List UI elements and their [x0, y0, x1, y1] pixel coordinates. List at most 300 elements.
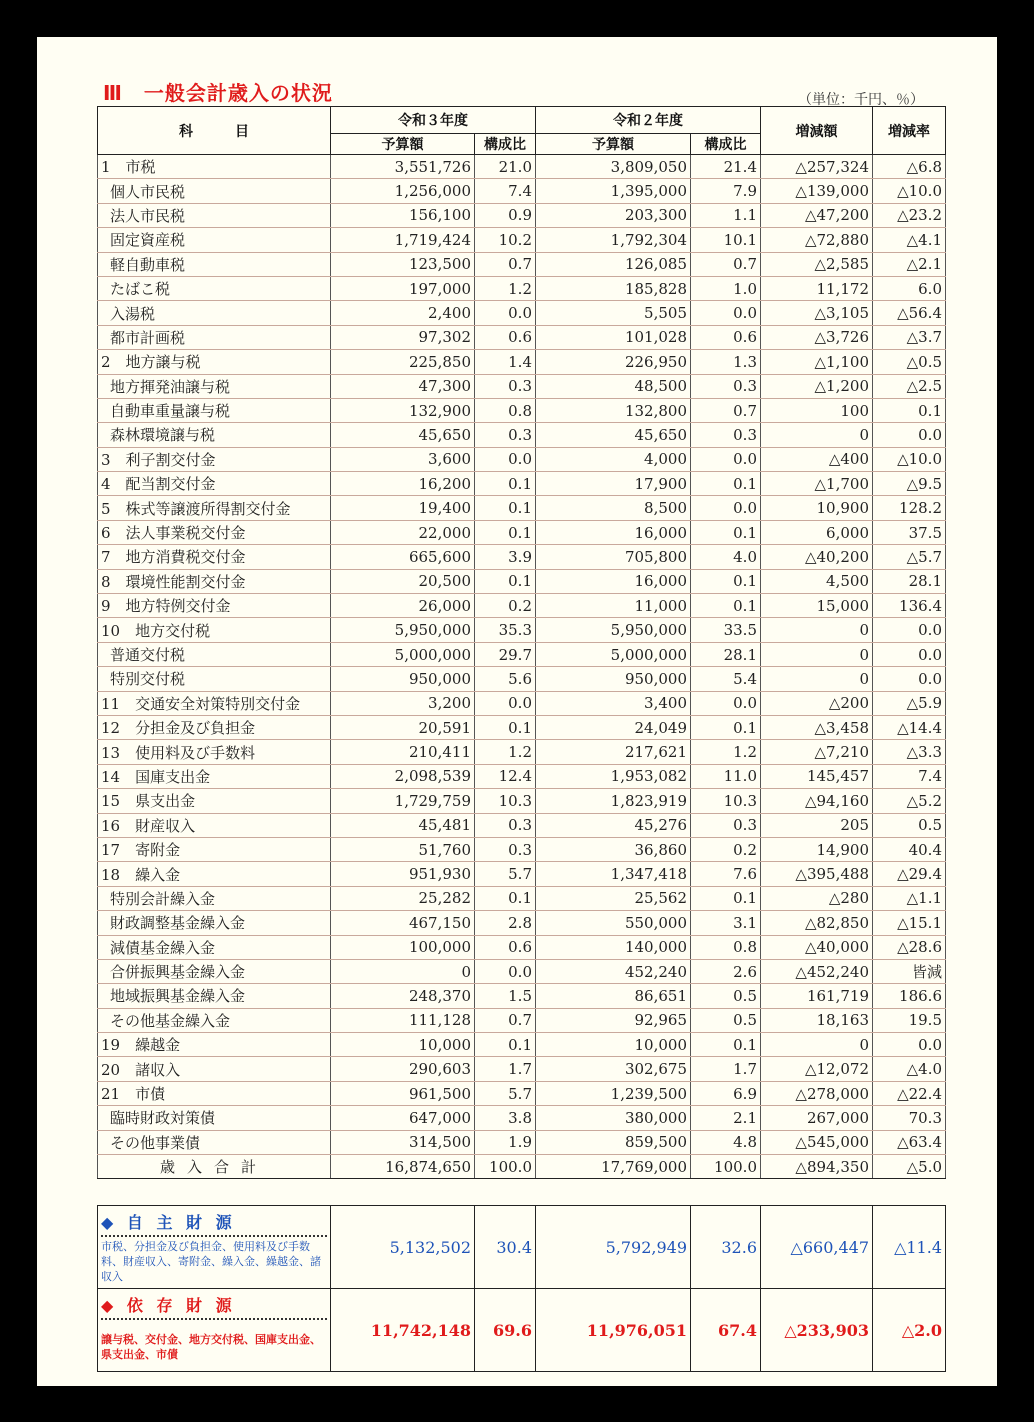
- cell-r2: 1,395,000: [536, 179, 691, 203]
- cell-r3: 225,850: [331, 350, 475, 374]
- cell-rate: 128.2: [873, 496, 946, 520]
- cell-r2-ratio: 0.6: [691, 325, 761, 349]
- cell-r3-ratio: 3.9: [475, 545, 536, 569]
- table-row: [98, 1106, 946, 1130]
- cell-r2-ratio: 0.7: [691, 398, 761, 422]
- cell-item: 1 市税: [98, 155, 331, 179]
- cell-rate: △9.5: [873, 472, 946, 496]
- cell-item: たばこ税: [98, 276, 331, 300]
- cell-item: 軽自動車税: [98, 252, 331, 276]
- cell-item: 3 利子割交付金: [98, 447, 331, 471]
- cell-r3: 26,000: [331, 594, 475, 618]
- table-row: [98, 642, 946, 666]
- cell-item: 15 県支出金: [98, 789, 331, 813]
- cell-diff: △452,240: [761, 959, 873, 983]
- cell-diff: △395,488: [761, 862, 873, 886]
- cell-r3: 314,500: [331, 1130, 475, 1154]
- cell-r2: 217,621: [536, 740, 691, 764]
- revenue-source-table: [97, 1205, 946, 1372]
- cell-item: 18 繰入金: [98, 862, 331, 886]
- cell-r2: 705,800: [536, 545, 691, 569]
- total-r2: 17,769,000: [536, 1155, 691, 1179]
- cell-item: 地方揮発油譲与税: [98, 374, 331, 398]
- cell-rate: △23.2: [873, 203, 946, 227]
- cell-diff: 0: [761, 1033, 873, 1057]
- table-row: [98, 862, 946, 886]
- cell-r2: 101,028: [536, 325, 691, 349]
- cell-item: 20 諸収入: [98, 1057, 331, 1081]
- table-row: [98, 398, 946, 422]
- revenue-table: [97, 106, 946, 1179]
- cell-diff: 267,000: [761, 1106, 873, 1130]
- table-row: [98, 155, 946, 179]
- cell-r2: 5,505: [536, 301, 691, 325]
- cell-item: 21 市債: [98, 1081, 331, 1105]
- cell-r2: 36,860: [536, 837, 691, 861]
- cell-diff: △1,700: [761, 472, 873, 496]
- cell-r3: 5,000,000: [331, 642, 475, 666]
- table-row: [98, 984, 946, 1008]
- cell-item: 財政調整基金繰入金: [98, 911, 331, 935]
- cell-r3: 1,729,759: [331, 789, 475, 813]
- cell-r3-ratio: 0.6: [475, 325, 536, 349]
- table-row: [98, 228, 946, 252]
- cell-item: 個人市民税: [98, 179, 331, 203]
- own-r3-ratio: 30.4: [475, 1206, 536, 1289]
- cell-r3: 2,098,539: [331, 764, 475, 788]
- table-row: [98, 179, 946, 203]
- cell-r3-ratio: 0.1: [475, 496, 536, 520]
- table-row: [98, 252, 946, 276]
- dependent-r2: 11,976,051: [536, 1289, 691, 1372]
- cell-r3: 20,500: [331, 569, 475, 593]
- cell-item: 入湯税: [98, 301, 331, 325]
- cell-rate: △3.7: [873, 325, 946, 349]
- cell-item: 森林環境譲与税: [98, 423, 331, 447]
- cell-r2-ratio: 0.0: [691, 301, 761, 325]
- cell-item: 10 地方交付税: [98, 618, 331, 642]
- cell-rate: 19.5: [873, 1008, 946, 1032]
- dependent-source-row: [98, 1289, 946, 1372]
- cell-r2-ratio: 0.0: [691, 447, 761, 471]
- cell-r3: 248,370: [331, 984, 475, 1008]
- cell-rate: 0.0: [873, 1033, 946, 1057]
- cell-diff: △278,000: [761, 1081, 873, 1105]
- dependent-r3-ratio: 69.6: [475, 1289, 536, 1372]
- cell-r3-ratio: 0.1: [475, 886, 536, 910]
- table-row: [98, 740, 946, 764]
- cell-r3-ratio: 1.2: [475, 740, 536, 764]
- dependent-rate: △2.0: [873, 1289, 946, 1372]
- cell-diff: △12,072: [761, 1057, 873, 1081]
- cell-r2: 5,950,000: [536, 618, 691, 642]
- cell-item: 6 法人事業税交付金: [98, 520, 331, 544]
- cell-r2-ratio: 0.3: [691, 423, 761, 447]
- cell-r2-ratio: 0.1: [691, 569, 761, 593]
- cell-r3: 97,302: [331, 325, 475, 349]
- cell-diff: △200: [761, 691, 873, 715]
- cell-r2-ratio: 0.3: [691, 813, 761, 837]
- cell-diff: 0: [761, 642, 873, 666]
- own-r2-ratio: 32.6: [691, 1206, 761, 1289]
- cell-diff: △139,000: [761, 179, 873, 203]
- cell-r2-ratio: 0.5: [691, 984, 761, 1008]
- cell-r3: 0: [331, 959, 475, 983]
- cell-item: 19 繰越金: [98, 1033, 331, 1057]
- cell-r3: 45,650: [331, 423, 475, 447]
- cell-r3-ratio: 0.0: [475, 691, 536, 715]
- cell-diff: 0: [761, 423, 873, 447]
- table-row: [98, 618, 946, 642]
- total-row: [98, 1155, 946, 1179]
- cell-r2-ratio: 0.8: [691, 935, 761, 959]
- cell-r3-ratio: 0.8: [475, 398, 536, 422]
- cell-r2: 1,953,082: [536, 764, 691, 788]
- cell-diff: 145,457: [761, 764, 873, 788]
- cell-diff: 6,000: [761, 520, 873, 544]
- cell-diff: 100: [761, 398, 873, 422]
- cell-diff: 205: [761, 813, 873, 837]
- cell-item: 特別会計繰入金: [98, 886, 331, 910]
- cell-r2-ratio: 1.1: [691, 203, 761, 227]
- cell-r3: 1,719,424: [331, 228, 475, 252]
- cell-rate: △56.4: [873, 301, 946, 325]
- header-r3-budget: 予算額: [331, 134, 475, 155]
- cell-rate: 70.3: [873, 1106, 946, 1130]
- cell-r3-ratio: 1.9: [475, 1130, 536, 1154]
- own-source-row: [98, 1206, 946, 1289]
- cell-r2: 86,651: [536, 984, 691, 1008]
- cell-r2-ratio: 2.1: [691, 1106, 761, 1130]
- total-rate: △5.0: [873, 1155, 946, 1179]
- cell-r3: 3,600: [331, 447, 475, 471]
- cell-r2-ratio: 4.0: [691, 545, 761, 569]
- cell-diff: 10,900: [761, 496, 873, 520]
- cell-r2-ratio: 1.0: [691, 276, 761, 300]
- own-rate: △11.4: [873, 1206, 946, 1289]
- cell-diff: △1,200: [761, 374, 873, 398]
- cell-r2: 16,000: [536, 520, 691, 544]
- cell-rate: △2.1: [873, 252, 946, 276]
- cell-r2: 185,828: [536, 276, 691, 300]
- cell-r3: 51,760: [331, 837, 475, 861]
- header-item: 科 目: [98, 107, 331, 155]
- cell-r2: 11,000: [536, 594, 691, 618]
- cell-r3-ratio: 0.1: [475, 569, 536, 593]
- cell-r2: 950,000: [536, 667, 691, 691]
- cell-r2: 17,900: [536, 472, 691, 496]
- cell-r3-ratio: 10.3: [475, 789, 536, 813]
- cell-r2-ratio: 4.8: [691, 1130, 761, 1154]
- cell-r2-ratio: 0.5: [691, 1008, 761, 1032]
- cell-r2: 550,000: [536, 911, 691, 935]
- cell-r2-ratio: 1.7: [691, 1057, 761, 1081]
- cell-diff: △2,585: [761, 252, 873, 276]
- cell-r2: 45,650: [536, 423, 691, 447]
- table-row: [98, 447, 946, 471]
- cell-diff: △1,100: [761, 350, 873, 374]
- table-body: [98, 155, 946, 1155]
- cell-rate: △6.8: [873, 155, 946, 179]
- cell-r3-ratio: 5.6: [475, 667, 536, 691]
- cell-diff: 14,900: [761, 837, 873, 861]
- cell-r2-ratio: 0.1: [691, 886, 761, 910]
- table-row: [98, 496, 946, 520]
- cell-r3: 123,500: [331, 252, 475, 276]
- cell-diff: △94,160: [761, 789, 873, 813]
- cell-r2-ratio: 0.1: [691, 715, 761, 739]
- cell-rate: 0.1: [873, 398, 946, 422]
- cell-r3-ratio: 5.7: [475, 1081, 536, 1105]
- cell-r2: 203,300: [536, 203, 691, 227]
- cell-r3: 3,551,726: [331, 155, 475, 179]
- cell-rate: △28.6: [873, 935, 946, 959]
- cell-rate: 28.1: [873, 569, 946, 593]
- cell-rate: △29.4: [873, 862, 946, 886]
- cell-item: 14 国庫支出金: [98, 764, 331, 788]
- cell-r3: 156,100: [331, 203, 475, 227]
- table-row: [98, 1130, 946, 1154]
- cell-r2-ratio: 11.0: [691, 764, 761, 788]
- cell-rate: 0.0: [873, 618, 946, 642]
- cell-r2: 45,276: [536, 813, 691, 837]
- cell-rate: 40.4: [873, 837, 946, 861]
- cell-diff: △7,210: [761, 740, 873, 764]
- cell-r3-ratio: 0.0: [475, 447, 536, 471]
- cell-rate: 7.4: [873, 764, 946, 788]
- table-row: [98, 423, 946, 447]
- cell-r2-ratio: 1.2: [691, 740, 761, 764]
- table-row: [98, 837, 946, 861]
- table-row: [98, 350, 946, 374]
- cell-r3-ratio: 0.1: [475, 715, 536, 739]
- cell-r2: 10,000: [536, 1033, 691, 1057]
- cell-r3-ratio: 0.3: [475, 837, 536, 861]
- table-row: [98, 1008, 946, 1032]
- cell-rate: △22.4: [873, 1081, 946, 1105]
- table-row: [98, 667, 946, 691]
- cell-r3-ratio: 29.7: [475, 642, 536, 666]
- cell-diff: △3,726: [761, 325, 873, 349]
- header-r2-budget: 予算額: [536, 134, 691, 155]
- cell-diff: △3,458: [761, 715, 873, 739]
- cell-item: 合併振興基金繰入金: [98, 959, 331, 983]
- cell-rate: △63.4: [873, 1130, 946, 1154]
- cell-r2: 48,500: [536, 374, 691, 398]
- cell-r3: 950,000: [331, 667, 475, 691]
- cell-r3-ratio: 10.2: [475, 228, 536, 252]
- cell-r3-ratio: 3.8: [475, 1106, 536, 1130]
- cell-r3-ratio: 35.3: [475, 618, 536, 642]
- table-row: [98, 959, 946, 983]
- cell-r2-ratio: 6.9: [691, 1081, 761, 1105]
- cell-diff: △82,850: [761, 911, 873, 935]
- table-row: [98, 472, 946, 496]
- total-r2-ratio: 100.0: [691, 1155, 761, 1179]
- cell-rate: 皆減: [873, 959, 946, 983]
- cell-item: 16 財産収入: [98, 813, 331, 837]
- cell-r3: 132,900: [331, 398, 475, 422]
- cell-r3: 111,128: [331, 1008, 475, 1032]
- cell-r2-ratio: 0.1: [691, 472, 761, 496]
- own-r2: 5,792,949: [536, 1206, 691, 1289]
- cell-r3: 647,000: [331, 1106, 475, 1130]
- cell-r2-ratio: 0.1: [691, 520, 761, 544]
- dependent-source-item: [98, 1289, 331, 1372]
- cell-item: 都市計画税: [98, 325, 331, 349]
- dependent-r2-ratio: 67.4: [691, 1289, 761, 1372]
- cell-r2-ratio: 0.7: [691, 252, 761, 276]
- cell-r2: 92,965: [536, 1008, 691, 1032]
- cell-r2: 126,085: [536, 252, 691, 276]
- cell-r3: 1,256,000: [331, 179, 475, 203]
- cell-r2: 25,562: [536, 886, 691, 910]
- cell-r2: 5,000,000: [536, 642, 691, 666]
- cell-diff: △3,105: [761, 301, 873, 325]
- cell-r3-ratio: 0.1: [475, 1033, 536, 1057]
- table-row: [98, 1081, 946, 1105]
- cell-rate: △10.0: [873, 447, 946, 471]
- total-r3: 16,874,650: [331, 1155, 475, 1179]
- cell-r3: 665,600: [331, 545, 475, 569]
- cell-rate: △5.2: [873, 789, 946, 813]
- cell-r3-ratio: 5.7: [475, 862, 536, 886]
- table-row: [98, 301, 946, 325]
- cell-rate: 6.0: [873, 276, 946, 300]
- cell-r3: 19,400: [331, 496, 475, 520]
- cell-r2: 226,950: [536, 350, 691, 374]
- cell-r2-ratio: 2.6: [691, 959, 761, 983]
- total-label: 歳入合計: [98, 1155, 331, 1179]
- cell-r2: 302,675: [536, 1057, 691, 1081]
- header-r2-ratio: 構成比: [691, 134, 761, 155]
- cell-diff: 0: [761, 667, 873, 691]
- dependent-r3: 11,742,148: [331, 1289, 475, 1372]
- cell-item: 4 配当割交付金: [98, 472, 331, 496]
- cell-r2-ratio: 33.5: [691, 618, 761, 642]
- cell-r2-ratio: 7.9: [691, 179, 761, 203]
- page-title: Ⅲ 一般会計歳入の状況: [103, 81, 333, 105]
- cell-item: 9 地方特例交付金: [98, 594, 331, 618]
- cell-diff: 18,163: [761, 1008, 873, 1032]
- cell-item: 7 地方消費税交付金: [98, 545, 331, 569]
- cell-rate: △15.1: [873, 911, 946, 935]
- cell-r3: 290,603: [331, 1057, 475, 1081]
- cell-diff: △280: [761, 886, 873, 910]
- dependent-source-desc: 譲与税、交付金、地方交付税、国庫支出金、県支出金、市債: [101, 1333, 321, 1361]
- cell-r3-ratio: 21.0: [475, 155, 536, 179]
- cell-r3-ratio: 0.0: [475, 301, 536, 325]
- cell-r3-ratio: 0.7: [475, 1008, 536, 1032]
- table-row: [98, 789, 946, 813]
- cell-rate: △2.5: [873, 374, 946, 398]
- table-row: [98, 691, 946, 715]
- cell-r2: 8,500: [536, 496, 691, 520]
- cell-item: 臨時財政対策債: [98, 1106, 331, 1130]
- cell-r3-ratio: 0.3: [475, 813, 536, 837]
- cell-rate: △5.7: [873, 545, 946, 569]
- cell-item: 5 株式等譲渡所得割交付金: [98, 496, 331, 520]
- header-r3: 令和３年度: [331, 107, 536, 134]
- cell-r2: 24,049: [536, 715, 691, 739]
- cell-r2: 4,000: [536, 447, 691, 471]
- cell-r3-ratio: 7.4: [475, 179, 536, 203]
- cell-item: 普通交付税: [98, 642, 331, 666]
- cell-rate: △5.9: [873, 691, 946, 715]
- cell-diff: 0: [761, 618, 873, 642]
- cell-r2-ratio: 0.1: [691, 1033, 761, 1057]
- cell-item: 地域振興基金繰入金: [98, 984, 331, 1008]
- cell-r3-ratio: 0.3: [475, 423, 536, 447]
- table-row: [98, 886, 946, 910]
- table-row: [98, 911, 946, 935]
- cell-rate: 0.0: [873, 642, 946, 666]
- cell-diff: △72,880: [761, 228, 873, 252]
- cell-r2: 16,000: [536, 569, 691, 593]
- cell-r3: 467,150: [331, 911, 475, 935]
- cell-rate: 0.0: [873, 667, 946, 691]
- cell-r2: 1,792,304: [536, 228, 691, 252]
- cell-item: その他事業債: [98, 1130, 331, 1154]
- table-row: [98, 203, 946, 227]
- cell-diff: △40,200: [761, 545, 873, 569]
- cell-r3: 210,411: [331, 740, 475, 764]
- dependent-diff: △233,903: [761, 1289, 873, 1372]
- cell-diff: 15,000: [761, 594, 873, 618]
- cell-r3: 5,950,000: [331, 618, 475, 642]
- cell-item: その他基金繰入金: [98, 1008, 331, 1032]
- cell-rate: 0.5: [873, 813, 946, 837]
- header-r3-ratio: 構成比: [475, 134, 536, 155]
- header-diff: 増減額: [761, 107, 873, 155]
- cell-r3: 47,300: [331, 374, 475, 398]
- table-row: [98, 1057, 946, 1081]
- cell-r3: 22,000: [331, 520, 475, 544]
- cell-r2-ratio: 1.3: [691, 350, 761, 374]
- cell-item: 固定資産税: [98, 228, 331, 252]
- table-row: [98, 935, 946, 959]
- cell-r3-ratio: 0.0: [475, 959, 536, 983]
- own-source-item: [98, 1206, 331, 1289]
- cell-diff: 4,500: [761, 569, 873, 593]
- cell-r2-ratio: 5.4: [691, 667, 761, 691]
- cell-r3-ratio: 0.7: [475, 252, 536, 276]
- cell-item: 法人市民税: [98, 203, 331, 227]
- cell-item: 自動車重量譲与税: [98, 398, 331, 422]
- cell-r3: 20,591: [331, 715, 475, 739]
- cell-item: 8 環境性能割交付金: [98, 569, 331, 593]
- cell-item: 減債基金繰入金: [98, 935, 331, 959]
- total-diff: △894,350: [761, 1155, 873, 1179]
- cell-r3: 16,200: [331, 472, 475, 496]
- cell-r3: 2,400: [331, 301, 475, 325]
- table-row: [98, 764, 946, 788]
- table-row: [98, 520, 946, 544]
- cell-r3-ratio: 0.3: [475, 374, 536, 398]
- total-r3-ratio: 100.0: [475, 1155, 536, 1179]
- cell-r2-ratio: 28.1: [691, 642, 761, 666]
- cell-rate: △3.3: [873, 740, 946, 764]
- cell-item: 12 分担金及び負担金: [98, 715, 331, 739]
- cell-r2: 140,000: [536, 935, 691, 959]
- cell-r3: 961,500: [331, 1081, 475, 1105]
- cell-r3-ratio: 1.2: [475, 276, 536, 300]
- cell-item: 11 交通安全対策特別交付金: [98, 691, 331, 715]
- header-rate: 増減率: [873, 107, 946, 155]
- cell-r3: 10,000: [331, 1033, 475, 1057]
- cell-rate: △14.4: [873, 715, 946, 739]
- cell-rate: △0.5: [873, 350, 946, 374]
